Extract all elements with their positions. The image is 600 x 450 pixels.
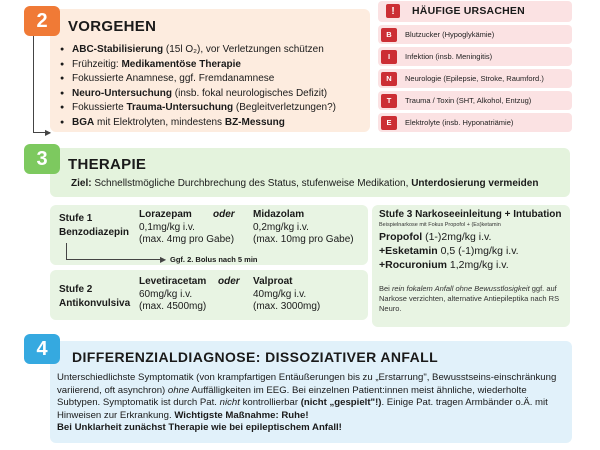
oder-label: oder: [213, 209, 235, 220]
esketamin-dose: +Esketamin 0,5 (-1)mg/kg i.v.: [379, 245, 519, 257]
connector-line: [66, 243, 67, 259]
levetiracetam-dose: Levetiracetam 60mg/kg i.v. (max. 4500mg): [139, 276, 207, 312]
oder-label: oder: [218, 276, 240, 287]
cause-letter-badge: T: [381, 94, 397, 108]
cause-letter-badge: I: [381, 50, 397, 64]
section-title-therapie: THERAPIE: [68, 156, 147, 173]
cause-text: Trauma / Toxin (SHT, Alkohol, Entzug): [405, 96, 532, 105]
warning-icon: !: [386, 4, 400, 18]
stage3-subtitle: Beispielnarkose mit Fokus Propofol + (Es)ketamin: [379, 222, 501, 228]
list-item: ● Fokussierte Trauma-Untersuchung (Begleitverletzungen?): [60, 101, 365, 116]
midazolam-dose: Midazolam 0,2mg/kg i.v. (max. 10mg pro Gabe): [253, 209, 354, 245]
list-item: ● Frühzeitig: Medikamentöse Therapie: [60, 58, 365, 73]
therapy-goal: Ziel: Schnellstmögliche Durchbrechung des Status, stufenweise Medikation, Unterdosierung vermeiden: [71, 178, 539, 189]
cause-row-b: [378, 25, 572, 44]
list-item: ● BGA mit Elektrolyten, mindestens BZ-Messung: [60, 116, 365, 131]
connector-line: [33, 36, 34, 132]
cause-text: Elektrolyte (insb. Hyponatriämie): [405, 118, 514, 127]
list-item: ● ABC-Stabilisierung (15l O₂), vor Verletzungen schützen: [60, 43, 365, 58]
section-title-vorgehen: VORGEHEN: [68, 18, 157, 35]
stage3-title: Stufe 3 Narkoseeinleitung + Intubation: [379, 209, 562, 220]
stage1-label: Stufe 1 Benzodiazepin: [59, 213, 130, 238]
arrow-right-icon: ▶: [45, 128, 52, 137]
stage2-label: Stufe 2 Antikonvulsiva: [59, 284, 131, 309]
cause-row-e: [378, 113, 572, 132]
cause-row-t: [378, 91, 572, 110]
list-item: ● Neuro-Untersuchung (insb. fokal neurologisches Defizit): [60, 87, 365, 102]
stage3-note: Bei rein fokalem Anfall ohne Bewusstlosigkeit ggf. auf Narkose verzichten, alternative Antiepileptika nach RS Neuro.: [379, 284, 560, 313]
rocuronium-dose: +Rocuronium 1,2mg/kg i.v.: [379, 259, 509, 271]
section-title-differenzialdiagnose: DIFFERENZIALDIAGNOSE: DISSOZIATIVER ANFALL: [72, 349, 439, 365]
causes-title: HÄUFIGE URSACHEN: [412, 5, 525, 17]
bolus-note: Ggf. 2. Bolus nach 5 min: [170, 255, 258, 264]
cause-text: Blutzucker (Hypoglykämie): [405, 30, 495, 39]
cause-row-i: [378, 47, 572, 66]
vorgehen-list: [60, 43, 365, 131]
cause-letter-badge: B: [381, 28, 397, 42]
cause-letter-badge: E: [381, 116, 397, 130]
cause-text: Neurologie (Epilepsie, Stroke, Raumford.): [405, 74, 544, 83]
propofol-dose: Propofol (1-)2mg/kg i.v.: [379, 231, 492, 243]
cause-text: Infektion (insb. Meningitis): [405, 52, 493, 61]
section-number-3: 3: [24, 144, 60, 174]
section-number-2: 2: [24, 6, 60, 36]
lorazepam-dose: Lorazepam 0,1mg/kg i.v. (max. 4mg pro Gabe): [139, 209, 235, 245]
list-item: ● Fokussierte Anamnese, ggf. Fremdanamnese: [60, 72, 365, 87]
valproat-dose: Valproat 40mg/kg i.v. (max. 3000mg): [253, 276, 321, 312]
arrow-right-icon: ▶: [160, 255, 167, 264]
cause-row-n: [378, 69, 572, 88]
connector-line: [66, 259, 164, 260]
cause-letter-badge: N: [381, 72, 397, 86]
differenzialdiagnose-text: Unterschiedlichste Symptomatik (von krampfartigen Entäußerungen bis zu „Erstarrung", Bewusstseins-einschränkung variierend, oft asynchron) ohne Auffälligkeiten im EEG. Bei einzelnen Patient:innen meist ähnliche, wiederholte Subtypen. Symptomatik ist durch Pat. nicht kontrollierbar (nicht „gespielt"!). Einige Pat. tragen Armbänder o.Ä. mit Hinweisen zur Erkrankung. Wichtigste Maßnahme: Ruhe! Bei Unklarheit zunächst Therapie wie bei epileptischem Anfall!: [57, 372, 557, 434]
section-number-4: 4: [24, 334, 60, 364]
